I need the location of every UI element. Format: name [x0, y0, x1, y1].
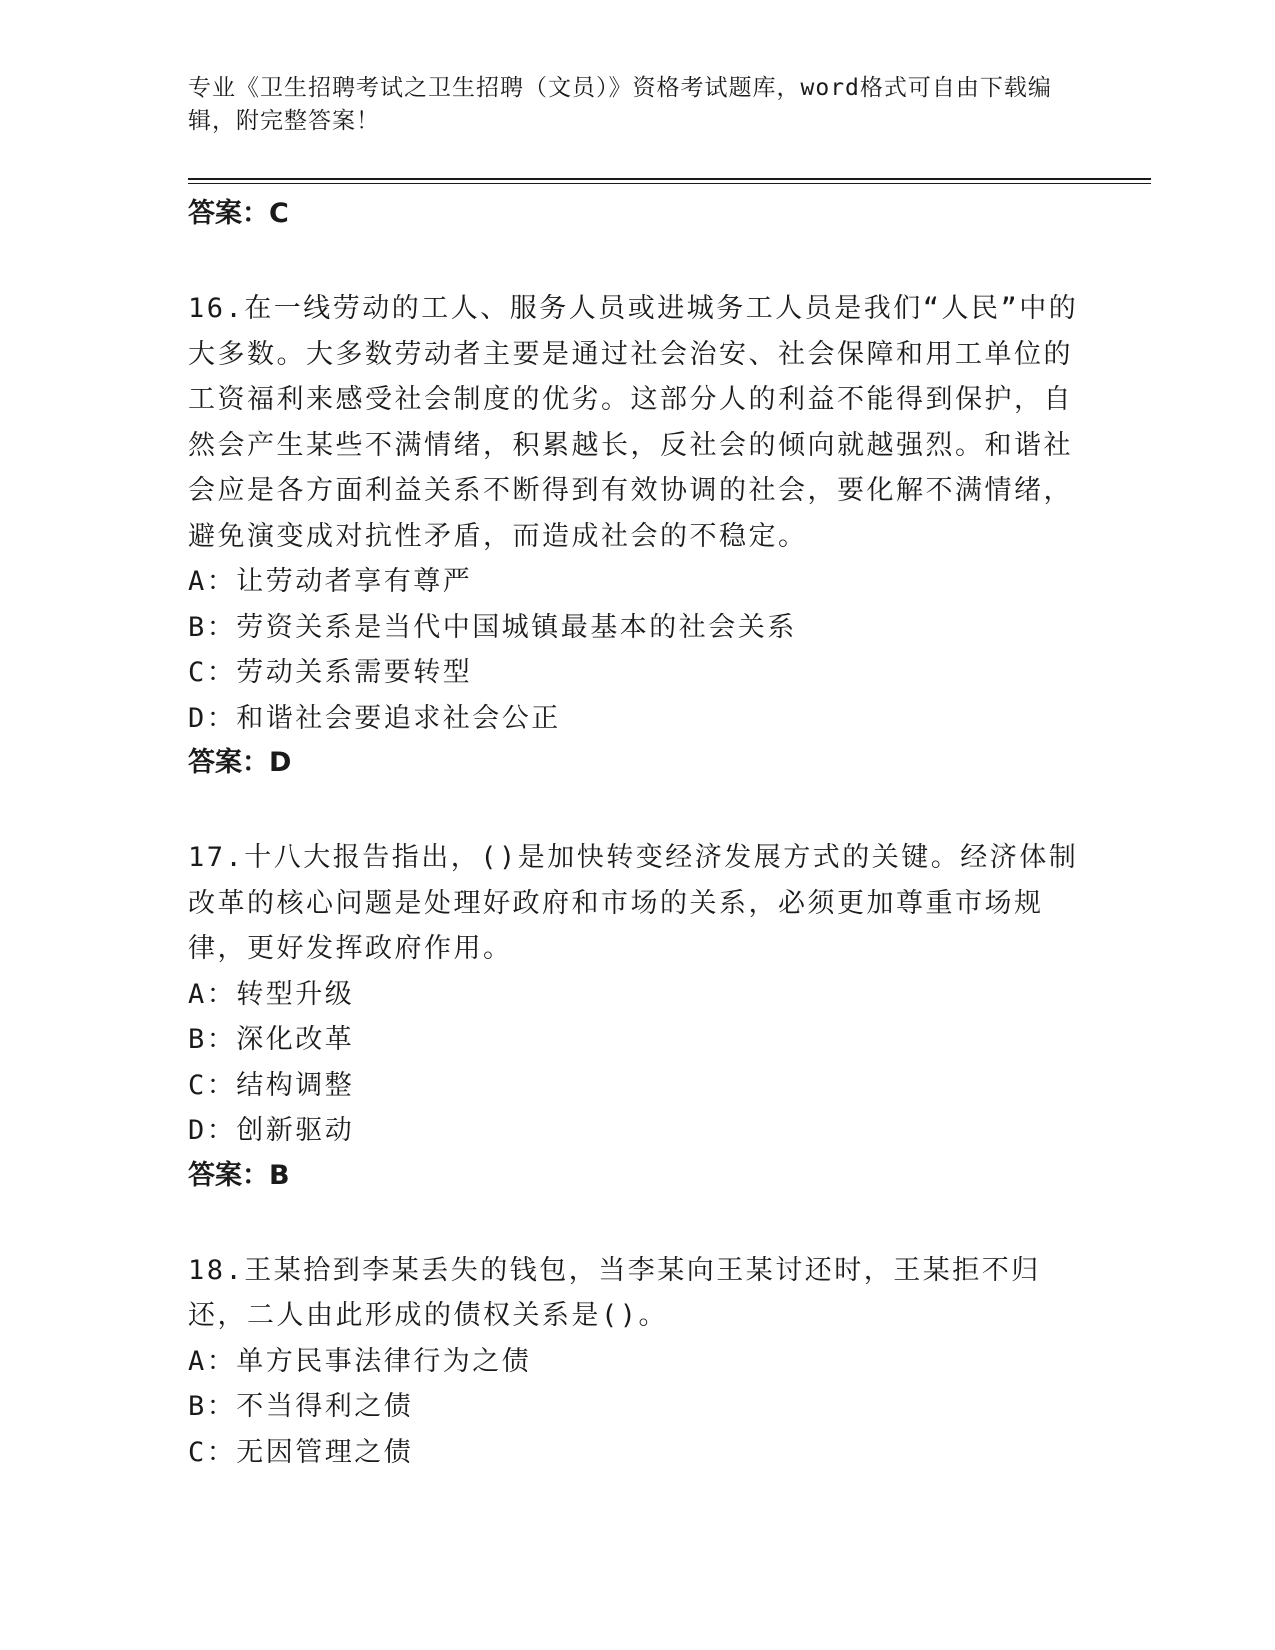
- question-content: [188, 188, 1088, 1475]
- question-17: [188, 835, 1088, 1198]
- option-b: B：深化改革: [188, 1024, 355, 1055]
- header-text: 专业《卫生招聘考试之卫生招聘（文员）》资格考试题库，word格式可自由下载编辑，附完整答案！: [188, 75, 1052, 134]
- header-divider-thick: [188, 178, 1151, 180]
- question-stem: 17.十八大报告指出，()是加快转变经济发展方式的关键。经济体制改革的核心问题是处理好政府和市场的关系，必须更加尊重市场规律，更好发挥政府作用。: [188, 842, 1079, 964]
- option-c: C：结构调整: [188, 1069, 355, 1101]
- option-c: C：无因管理之债: [188, 1436, 414, 1468]
- question-stem: 16.在一线劳动的工人、服务人员或进城务工人员是我们“人民”中的大多数。大多数劳动者主要是通过社会治安、社会保障和用工单位的工资福利来感受社会制度的优劣。这部分人的利益不能得到保护，自然会产生某些不满情绪，积累越长，反社会的倾向就越强烈。和谐社会应是各方面利益关系不断得到有效协调的社会，要化解不满情绪，避免演变成对抗性矛盾，而造成社会的不稳定。: [188, 293, 1079, 552]
- answer-line: 答案：B: [188, 1159, 290, 1191]
- option-d: D：创新驱动: [188, 1115, 355, 1146]
- answer-line: 答案：D: [188, 747, 292, 778]
- header-divider-thin: [188, 183, 1151, 184]
- option-a: A：转型升级: [188, 978, 355, 1010]
- option-a: A：让劳动者享有尊严: [188, 566, 473, 597]
- option-c: C：劳动关系需要转型: [188, 657, 473, 688]
- option-b: B：不当得利之债: [188, 1391, 414, 1422]
- option-a: A：单方民事法律行为之债: [188, 1345, 532, 1377]
- option-d: D：和谐社会要追求社会公正: [188, 702, 561, 734]
- document-header: [188, 72, 1088, 138]
- question-16: [188, 286, 1088, 785]
- question-stem: 18.王某拾到李某丢失的钱包，当李某向王某讨还时，王某拒不归还，二人由此形成的债权关系是()。: [188, 1254, 1041, 1331]
- option-b: B：劳资关系是当代中国城镇最基本的社会关系: [188, 611, 797, 643]
- question-18: [188, 1248, 1088, 1476]
- answer-line: 答案：C: [188, 198, 289, 229]
